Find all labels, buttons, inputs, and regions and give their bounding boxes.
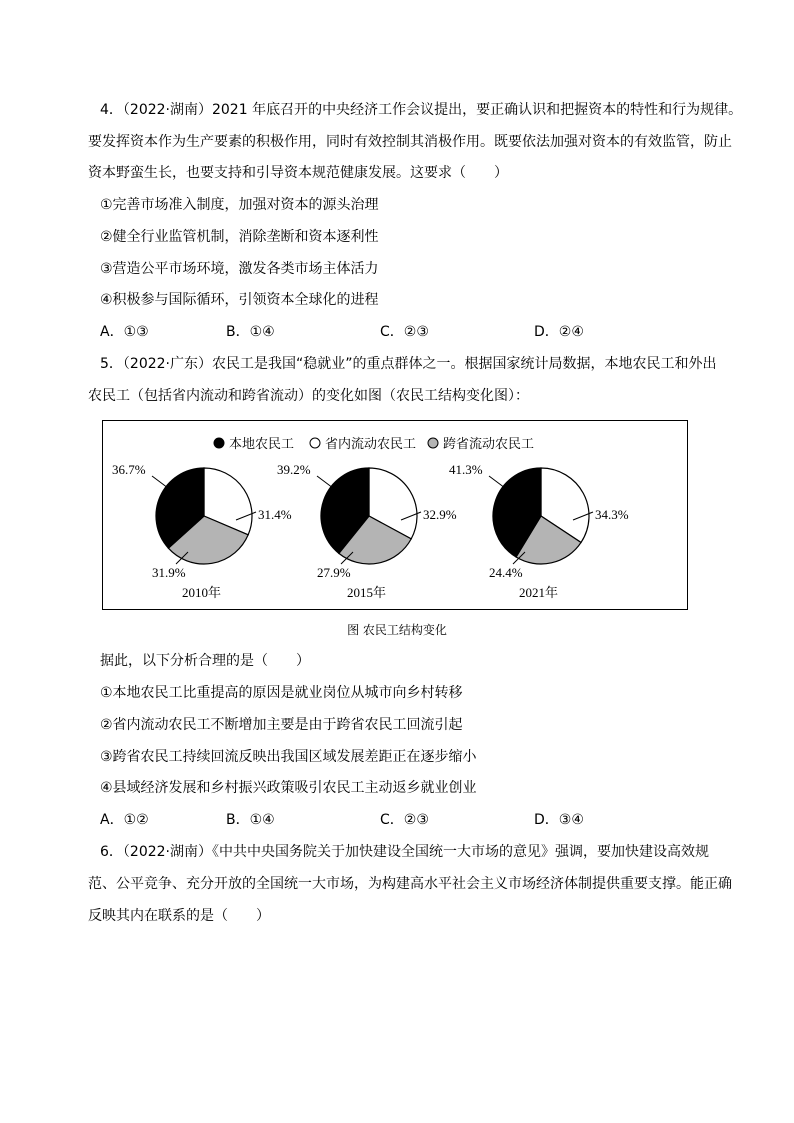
q4-option-a[interactable]: A．①③	[100, 324, 149, 340]
legend-swatch-2	[428, 438, 438, 448]
q5-item-3: ③跨省农民工持续回流反映出我国区域发展差距正在逐步缩小	[100, 749, 477, 765]
q5-stem-line-1: 5．（2022·广东）农民工是我国“稳就业”的重点群体之一。根据国家统计局数据，本地农民工和外出	[100, 356, 717, 372]
pie-2-label-intra: 34.3%	[595, 507, 629, 522]
pie-2-label-local: 41.3%	[449, 462, 483, 477]
pie-1-label-local: 39.2%	[277, 462, 311, 477]
q6-stem-line-1: 6．（2022·湖南）《中共中央国务院关于加快建设全国统一大市场的意见》强调，要加快建设高效规	[100, 844, 709, 860]
q4-option-c[interactable]: C．②③	[380, 324, 429, 340]
pie-1-year: 2015年	[347, 585, 387, 600]
legend-swatch-1	[310, 438, 320, 448]
q6-stem-line-3: 反映其内在联系的是（ ）	[88, 908, 270, 924]
q5-item-4: ④县域经济发展和乡村振兴政策吸引农民工主动返乡就业创业	[100, 780, 477, 796]
pie-2-label-inter: 24.4%	[489, 565, 523, 580]
pie-0-label-local: 36.7%	[112, 462, 146, 477]
q4-stem-line-2: 要发挥资本作为生产要素的积极作用，同时有效控制其消极作用。既要依法加强对资本的有效监管，防止	[88, 134, 732, 150]
q6-stem-line-2: 范、公平竞争、充分开放的全国统一大市场，为构建高水平社会主义市场经济体制提供重要支撑。能正确	[88, 876, 732, 892]
q4-item-2: ②健全行业监管机制，消除垄断和资本逐利性	[100, 229, 379, 245]
q4-item-1: ①完善市场准入制度，加强对资本的源头治理	[100, 197, 379, 213]
legend-label-1: 省内流动农民工	[325, 436, 417, 451]
figure-caption: 图 农民工结构变化	[347, 623, 447, 637]
q4-stem-line-1: 4．（2022·湖南）2021 年底召开的中央经济工作会议提出，要正确认识和把握资本的特性和行为规律。	[100, 102, 743, 118]
q4-item-4: ④积极参与国际循环，引领资本全球化的进程	[100, 292, 379, 308]
q5-question: 据此，以下分析合理的是（ ）	[100, 653, 310, 669]
legend-label-0: 本地农民工	[229, 436, 295, 451]
pie-1-label-inter: 27.9%	[317, 565, 351, 580]
q4-stem-line-3: 资本野蛮生长，也要支持和引导资本规范健康发展。这要求（ ）	[88, 165, 508, 181]
legend-label-2: 跨省流动农民工	[443, 436, 535, 451]
q5-option-a[interactable]: A．①②	[100, 812, 149, 828]
q5-stem-line-2: 农民工（包括省内流动和跨省流动）的变化如图（农民工结构变化图）：	[88, 388, 529, 404]
q4-option-d[interactable]: D．②④	[534, 324, 584, 340]
q4-option-b[interactable]: B．①④	[226, 324, 275, 340]
q4-item-3: ③营造公平市场环境，激发各类市场主体活力	[100, 261, 379, 277]
pie-1-label-intra: 32.9%	[423, 507, 457, 522]
pie-chart-svg	[103, 421, 689, 611]
q5-item-2: ②省内流动农民工不断增加主要是由于跨省农民工回流引起	[100, 717, 463, 733]
q5-option-c[interactable]: C．②③	[380, 812, 429, 828]
pie-0-label-intra: 31.4%	[258, 507, 292, 522]
q5-item-1: ①本地农民工比重提高的原因是就业岗位从城市向乡村转移	[100, 685, 463, 701]
q5-option-d[interactable]: D．③④	[534, 812, 584, 828]
legend-swatch-0	[214, 438, 224, 448]
pie-2-leader-local	[489, 476, 505, 488]
pie-0-leader-local	[152, 476, 168, 488]
pie-0-label-inter: 31.9%	[152, 565, 186, 580]
pie-chart-figure	[102, 420, 688, 610]
pie-2-year: 2021年	[519, 585, 559, 600]
q5-option-b[interactable]: B．①④	[226, 812, 275, 828]
pie-0-year: 2010年	[182, 585, 222, 600]
pie-1-leader-local	[317, 476, 333, 488]
